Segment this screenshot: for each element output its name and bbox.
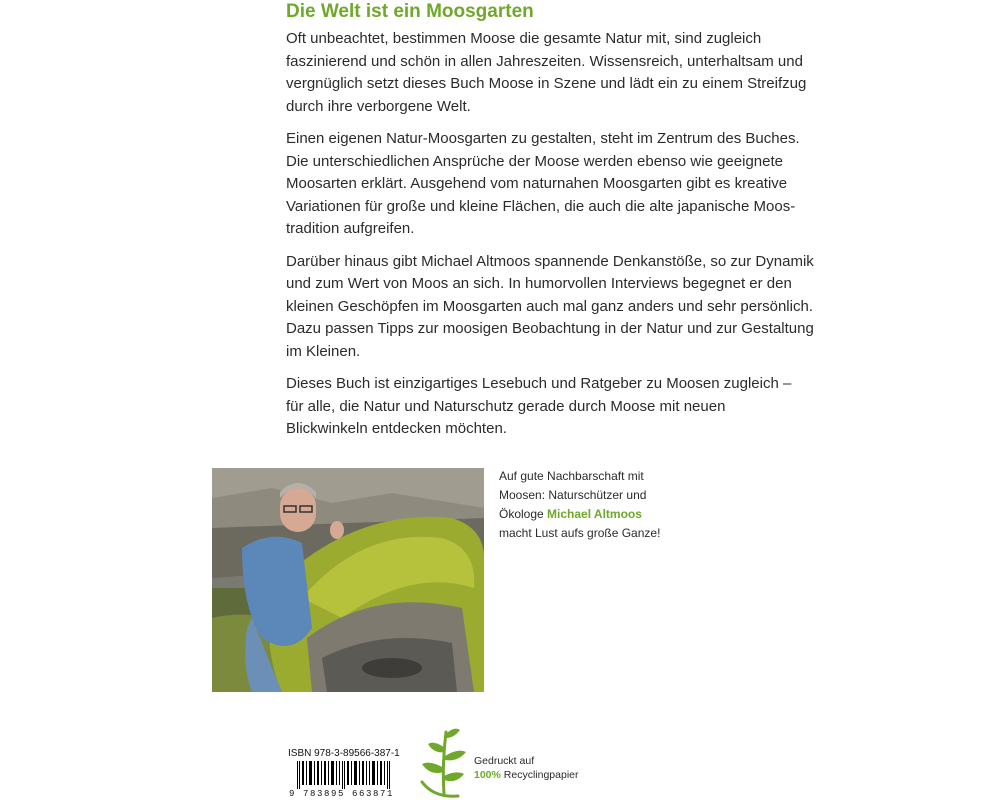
recycling-line [474, 768, 578, 782]
text-line: Einen eigenen Natur-Moosgarten zu gestalten, steht im Zentrum des Buches. [286, 130, 800, 147]
barcode [297, 761, 391, 789]
text-line: Dieses Buch ist einzigartiges Lesebuch und Ratgeber zu Moosen zugleich – [286, 375, 792, 392]
text-line: tradition aufgreifen. [286, 220, 415, 237]
barcode-number: 9 783895 663871 [289, 789, 395, 799]
text-line: vergnüglich setzt dieses Buch Moose in Szene und lädt ein zu einem Streifzug [286, 75, 807, 92]
book-title: Die Welt ist ein Moosgarten [286, 1, 534, 22]
text-line: faszinierend und schön in allen Jahreszeiten. Wissensreich, unterhaltsam und [286, 52, 803, 70]
caption-line: Auf gute Nachbarschaft mit [499, 469, 644, 483]
isbn-label: ISBN 978-3-89566-387-1 [288, 748, 400, 759]
caption-line: Moosen: Naturschützer und [499, 488, 647, 502]
text-line: Darüber hinaus gibt Michael Altmoos spannende Denkanstöße, so zur Dynamik [286, 252, 814, 270]
text-line: im Kleinen. [286, 342, 361, 360]
author-name: Michael Altmoos [547, 507, 642, 521]
paragraph-4 [286, 373, 826, 441]
paragraph-1 [286, 28, 826, 118]
author-photo [212, 468, 484, 692]
paragraph-3 [286, 251, 826, 364]
caption-line [499, 505, 699, 524]
paragraph-2 [286, 128, 826, 241]
photo-caption [499, 467, 699, 543]
recycling-note [474, 754, 578, 782]
text-line: kleinen Geschöpfen im Moosgarten auch mal ganz anders und sehr persönlich. [286, 297, 813, 315]
recycling-line: Gedruckt auf [474, 755, 535, 767]
text-line: Variationen für große und kleine Flächen, die auch die alte japanische Moos- [286, 197, 796, 215]
caption-text: Ökologe [499, 507, 548, 521]
text-line: Dazu passen Tipps zur moosigen Beobachtung in der Natur und zur Gestaltung [286, 320, 814, 337]
plant-sprout-icon [414, 724, 474, 800]
text-line: und zum Wert von Moos an sich. In humorvollen Interviews begegnet er den [286, 275, 792, 292]
caption-line: macht Lust aufs große Ganze! [499, 526, 661, 540]
recycling-text: Recyclingpapier [500, 769, 579, 781]
text-line: durch ihre verborgene Welt. [286, 97, 471, 115]
recycling-percent: 100% [474, 769, 501, 781]
text-line: Die unterschiedlichen Ansprüche der Moose werden ebenso wie geeignete [286, 152, 783, 170]
text-line: für alle, die Natur und Naturschutz gerade durch Moose mit neuen [286, 397, 726, 415]
blurb [286, 28, 826, 451]
text-line: Moosarten erklärt. Ausgehend vom naturnahen Moosgarten gibt es kreative [286, 175, 788, 192]
text-line: Blickwinkeln entdecken möchten. [286, 420, 507, 437]
text-line: Oft unbeachtet, bestimmen Moose die gesamte Natur mit, sind zugleich [286, 30, 762, 47]
